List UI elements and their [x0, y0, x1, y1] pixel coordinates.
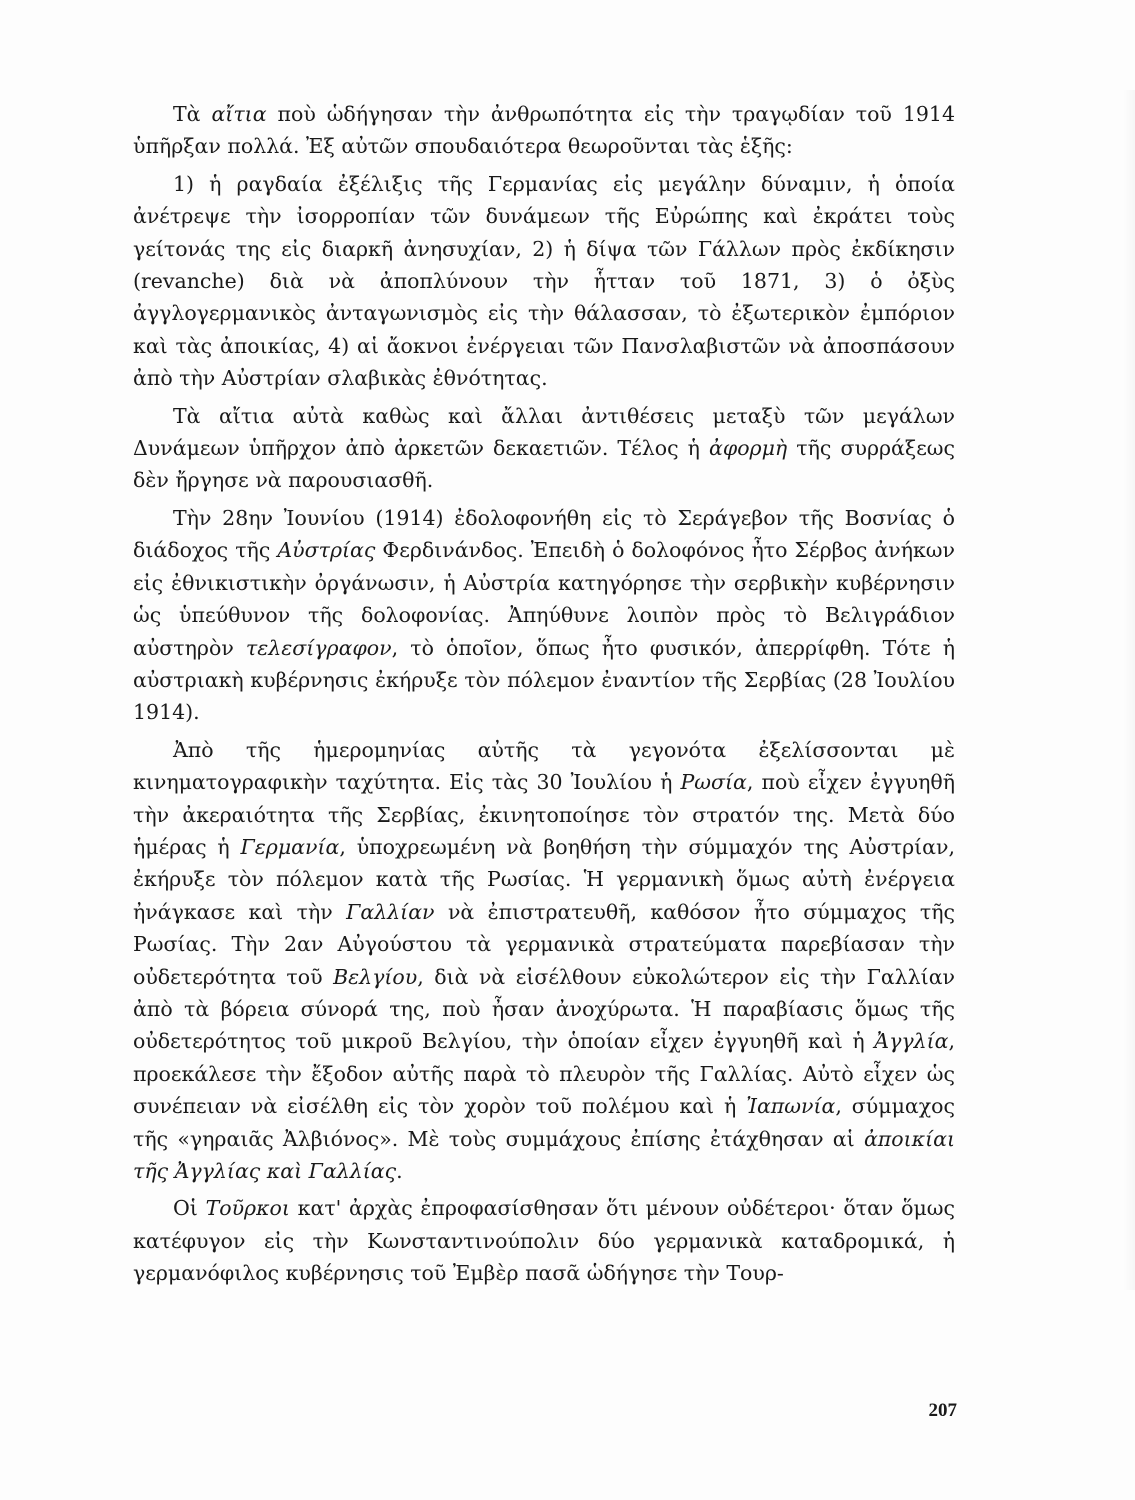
text-run: νὰ ἐπιστρατευθῆ, καθόσον ἦτο σύμμαχος τῆς Ρωσίας. Τὴν 2αν Αὐγούστου τὰ γερμανικὰ στρατεύματα παρεβίασαν τὴν οὐδετερότητα τοῦ [133, 899, 955, 989]
text-run: ποὺ ὡδήγησαν τὴν ἀνθρωπότητα εἰς τὴν τραγῳδίαν τοῦ 1914 ὑπῆρξαν πολλά. Ἐξ αὐτῶν σπουδαιότερα θεωροῦνται τὰς ἑξῆς: [133, 102, 955, 159]
emphasized-term: Ρωσία [680, 770, 747, 795]
text-run: , τὸ ὁποῖον, ὅπως ἦτο φυσικόν, ἀπερρίφθη. Τότε ἡ αὐστριακὴ κυβέρνησις ἐκήρυξε τὸν πόλεμον ἐναντίον τῆς Σερβίας (28 Ἰουλίου 1914). [133, 635, 956, 725]
emphasized-term: Ἀγγλία [874, 1029, 949, 1054]
paragraph-2 [133, 168, 955, 395]
paragraph-4 [133, 502, 955, 729]
emphasized-term: Γερμανία [240, 834, 340, 859]
emphasized-term: ἀποικίαι τῆς Ἀγγλίας καὶ Γαλλίας [133, 1126, 955, 1183]
text-run: , προεκάλεσε τὴν ἔξοδον αὐτῆς παρὰ τὸ πλευρὸν τῆς Γαλλίας. Αὐτὸ εἶχεν ὡς συνέπειαν νὰ εἰσέλθη εἰς τὸν χορὸν τοῦ πολέμου καὶ ἡ [133, 1029, 955, 1119]
text-run: , ὑποχρεωμένη νὰ βοηθήση τὴν σύμμαχόν της Αὐστρίαν, ἐκήρυξε τὸν πόλεμον κατὰ τῆς Ρωσίας. Ἡ γερμανικὴ ὅμως αὐτὴ ἐνέργεια ἠνάγκασε καὶ τὴν [133, 834, 955, 924]
body-text [133, 98, 955, 1295]
paragraph-5 [133, 734, 955, 1188]
text-run: Τὴν 28ην Ἰουνίου (1914) ἐδολοφονήθη εἰς τὸ Σεράγεβον τῆς Βοσνίας ὁ διάδοχος τῆς [133, 505, 955, 563]
text-run: Οἱ [173, 1196, 206, 1221]
text-run: τῆς συρράξεως δὲν ἤργησε νὰ παρουσιασθῆ. [133, 436, 956, 493]
emphasized-term: Γαλλίαν [346, 899, 435, 924]
text-run: Τὰ αἴτια αὐτὰ καθὼς καὶ ἄλλαι ἀντιθέσεις μεταξὺ τῶν μεγάλων Δυνάμεων ὑπῆρχον ἀπὸ ἀρκετῶν δεκαετιῶν. Τέλος ἡ [133, 403, 955, 461]
emphasized-term: Τοῦρκοι [205, 1196, 290, 1221]
text-run: κατ' ἀρχὰς ἐπροφασίσθησαν ὅτι μένουν οὐδέτεροι· ὅταν ὅμως κατέφυγον εἰς τὴν Κωνσταντινούπολιν δύο γερμανικὰ καταδρομικά, ἡ γερμανόφιλος κυβέρνησις τοῦ Ἐμβὲρ πασᾶ ὡδήγησε τὴν Τουρ- [133, 1196, 955, 1286]
page-number: 207 [928, 1400, 957, 1421]
paragraph-3 [133, 400, 955, 497]
paragraph-6 [133, 1192, 955, 1289]
text-run: , σύμμαχος τῆς «γηραιᾶς Ἀλβιόνος». Μὲ τοὺς συμμάχους ἐπίσης ἐτάχθησαν αἱ [133, 1094, 955, 1151]
text-run: , διὰ νὰ εἰσέλθουν εὐκολώτερον εἰς τὴν Γαλλίαν ἀπὸ τὰ βόρεια σύνορά της, ποὺ ἦσαν ἀνοχύρωτα. Ἡ παραβίασις ὅμως τῆς οὐδετερότητος τοῦ μικροῦ Βελγίου, τὴν ὁποίαν εἶχεν ἐγγυηθῆ καὶ ἡ [133, 964, 956, 1054]
text-run: 1) ἡ ραγδαία ἐξέλιξις τῆς Γερμανίας εἰς μεγάλην δύναμιν, ἡ ὁποία ἀνέτρεψε τὴν ἰσορροπίαν τῶν δυνάμεων τῆς Εὐρώπης καὶ ἐκράτει τοὺς γείτονάς της εἰς διαρκῆ ἀνησυχίαν, 2) ἡ δίψα τῶν Γάλλων πρὸς ἐκδίκησιν (revanche) διὰ νὰ ἀποπλύνουν τὴν ἧτταν τοῦ 1871, 3) ὁ ὀξὺς ἀγγλογερμανικὸς ἀνταγωνισμὸς εἰς τὴν θάλασσαν, τὸ ἐξωτερικὸν ἐμπόριον καὶ τὰς ἀποικίας, 4) αἱ ἄοκνοι ἐνέργειαι τῶν Πανσλαβιστῶν νὰ ἀποσπάσουν ἀπὸ τὴν Αὐστρίαν σλαβικὰς ἐθνότητας. [133, 171, 955, 391]
text-run: Τὰ [173, 102, 212, 126]
emphasized-term: Ἰαπωνία [746, 1094, 836, 1119]
text-run: , ποὺ εἶχεν ἐγγυηθῆ τὴν ἀκεραιότητα τῆς Σερβίας, ἐκινητοποίησε τὸν στρατόν της. Μετὰ δύο ἡμέρας ἡ [133, 770, 955, 859]
emphasized-term: αἴτια [211, 102, 267, 126]
page-edge-shadow [1123, 90, 1135, 1290]
emphasized-term: τελεσίγραφον [245, 635, 392, 660]
text-run: Φερδινάνδος. Ἐπειδὴ ὁ δολοφόνος ἦτο Σέρβος ἀνήκων εἰς ἐθνικιστικὴν ὀργάνωσιν, ἡ Αὐστρία κατηγόρησε τὴν σερβικὴν κυβέρνησιν ὡς ὑπεύθυνον τῆς δολοφονίας. Ἀπηύθυνε λοιπὸν πρὸς τὸ Βελιγράδιον αὐστηρὸν [133, 538, 955, 660]
paragraph-1 [133, 98, 955, 163]
text-run: Ἀπὸ τῆς ἡμερομηνίας αὐτῆς τὰ γεγονότα ἐξελίσσονται μὲ κινηματογραφικὴν ταχύτητα. Εἰς τὰς 30 Ἰουλίου ἡ [133, 737, 955, 795]
emphasized-term: Βελγίου [333, 964, 418, 989]
emphasized-term: Αὐστρίας [277, 538, 376, 563]
emphasized-term: ἀφορμὴ [709, 436, 788, 461]
text-run: . [396, 1159, 403, 1183]
